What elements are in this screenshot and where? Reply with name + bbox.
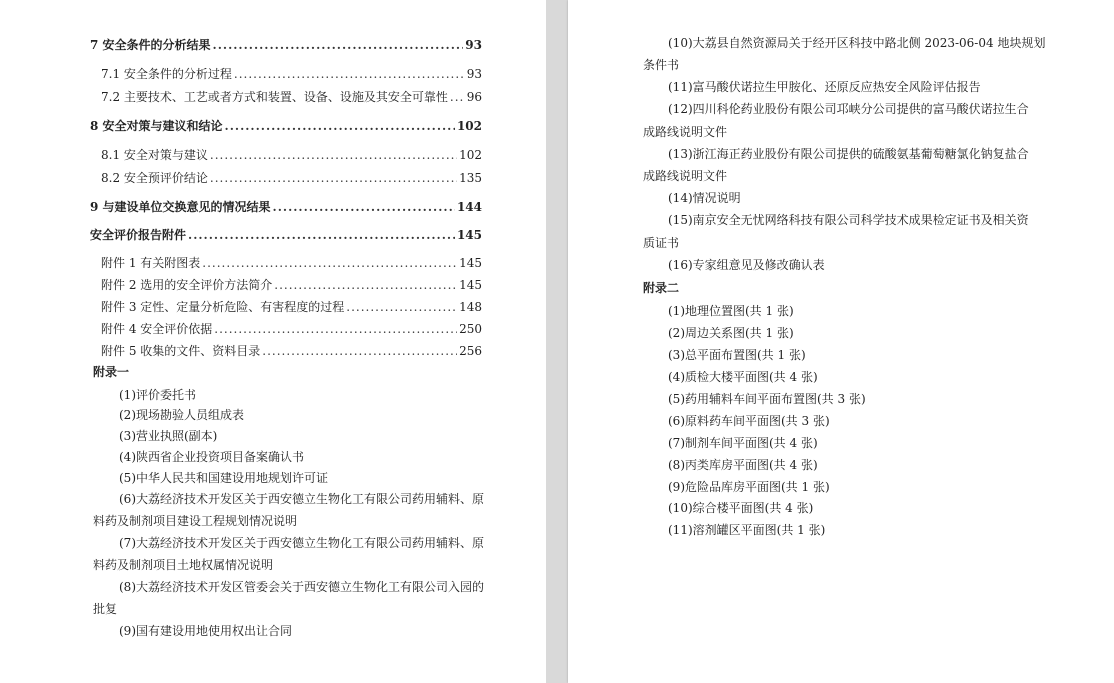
- appendix-item: (2)周边关系图(共 1 张): [668, 326, 794, 340]
- toc-entry[interactable]: [90, 199, 482, 215]
- toc-entry[interactable]: [101, 343, 482, 359]
- toc-entry-page: 145: [459, 278, 482, 292]
- toc-entry-page: 148: [459, 300, 482, 314]
- toc-entry-page: 144: [456, 200, 482, 214]
- toc-entry-page: 102: [459, 148, 482, 162]
- toc-entry-page: 135: [459, 171, 482, 185]
- toc-leader-dots: [450, 89, 465, 105]
- appendix-item: (10)大荔县自然资源局关于经开区科技中路北侧 2023-06-04 地块规划: [668, 36, 1046, 50]
- appendix-item: (15)南京安全无忧网络科技有限公司科学技术成果检定证书及相关资: [668, 213, 1029, 227]
- appendix-item-continuation: 料药及制剂项目建设工程规划情况说明: [93, 514, 298, 528]
- toc-entry-title: 7 安全条件的分析结果: [90, 38, 211, 52]
- toc-entry[interactable]: [101, 170, 482, 186]
- appendix-item: (13)浙江海正药业股份有限公司提供的硫酸氨基葡萄糖氯化钠复盐合: [668, 147, 1029, 161]
- appendix-item: (6)大荔经济技术开发区关于西安德立生物化工有限公司药用辅料、原: [119, 492, 485, 506]
- appendix-item-continuation: 成路线说明文件: [643, 125, 728, 139]
- toc-entry-title: 9 与建设单位交换意见的情况结果: [90, 200, 271, 214]
- appendix-item: (6)原料药车间平面图(共 3 张): [668, 414, 830, 428]
- appendix-2-heading: 附录二: [643, 281, 680, 295]
- toc-leader-dots: [210, 147, 457, 163]
- appendix-item: (9)国有建设用地使用权出让合同: [119, 624, 292, 638]
- appendix-item: (5)中华人民共和国建设用地规划许可证: [119, 471, 328, 485]
- toc-entry-title: 附件 3 定性、定量分析危险、有害程度的过程: [101, 300, 345, 314]
- toc-leader-dots: [273, 199, 455, 215]
- appendix-item: (4)质检大楼平面图(共 4 张): [668, 370, 818, 384]
- toc-entry-page: 93: [466, 67, 482, 81]
- toc-entry[interactable]: [101, 66, 482, 82]
- toc-entry-title: 附件 2 选用的安全评价方法简介: [101, 278, 273, 292]
- toc-leader-dots: [210, 170, 457, 186]
- toc-entry[interactable]: [101, 147, 482, 163]
- toc-entry-page: 145: [456, 228, 482, 242]
- appendix-item-continuation: 质证书: [643, 236, 680, 250]
- toc-entry[interactable]: [101, 277, 482, 293]
- appendix-item: (2)现场勘验人员组成表: [119, 408, 244, 422]
- toc-leader-dots: [225, 118, 455, 134]
- page-gutter: [546, 0, 568, 683]
- toc-entry-title: 7.2 主要技术、工艺或者方式和装置、设备、设施及其安全可靠性: [101, 90, 448, 104]
- appendix-item: (1)评价委托书: [119, 388, 196, 402]
- toc-leader-dots: [213, 37, 464, 53]
- document-page-right: [568, 0, 1114, 683]
- toc-entry-page: 250: [459, 322, 482, 336]
- toc-entry-title: 8.2 安全预评价结论: [101, 171, 208, 185]
- appendix-item: (7)大荔经济技术开发区关于西安德立生物化工有限公司药用辅料、原: [119, 536, 485, 550]
- appendix-item: (11)富马酸伏诺拉生甲胺化、还原反应热安全风险评估报告: [668, 80, 981, 94]
- appendix-item: (14)情况说明: [668, 191, 741, 205]
- toc-entry[interactable]: [90, 227, 482, 243]
- toc-entry-page: 102: [456, 119, 482, 133]
- appendix-item: (1)地理位置图(共 1 张): [668, 304, 794, 318]
- appendix-item-continuation: 条件书: [643, 58, 680, 72]
- appendix-item: (9)危险品库房平面图(共 1 张): [668, 480, 830, 494]
- toc-entry-page: 93: [465, 38, 482, 52]
- toc-leader-dots: [274, 277, 457, 293]
- toc-entry[interactable]: [101, 89, 482, 105]
- toc-entry-title: 8.1 安全对策与建议: [101, 148, 208, 162]
- toc-entry[interactable]: [101, 321, 482, 337]
- toc-entry[interactable]: [101, 255, 482, 271]
- appendix-item-continuation: 批复: [93, 602, 118, 616]
- appendix-item: (5)药用辅料车间平面布置图(共 3 张): [668, 392, 866, 406]
- appendix-item: (16)专家组意见及修改确认表: [668, 258, 825, 272]
- appendix-item: (11)溶剂罐区平面图(共 1 张): [668, 523, 826, 537]
- toc-leader-dots: [346, 299, 457, 315]
- toc-leader-dots: [234, 66, 465, 82]
- toc-leader-dots: [188, 227, 455, 243]
- toc-entry-title: 安全评价报告附件: [90, 228, 187, 242]
- toc-leader-dots: [214, 321, 457, 337]
- appendix-item: (4)陕西省企业投资项目备案确认书: [119, 450, 304, 464]
- toc-entry[interactable]: [90, 37, 482, 53]
- appendix-item: (10)综合楼平面图(共 4 张): [668, 501, 814, 515]
- appendix-1-heading: 附录一: [93, 365, 130, 379]
- toc-entry[interactable]: [101, 299, 482, 315]
- toc-entry-page: 145: [459, 256, 482, 270]
- appendix-item: (3)营业执照(副本): [119, 429, 218, 443]
- document-page-left: [0, 0, 546, 683]
- toc-entry-title: 7.1 安全条件的分析过程: [101, 67, 232, 81]
- appendix-item-continuation: 成路线说明文件: [643, 169, 728, 183]
- toc-entry-title: 附件 1 有关附图表: [101, 256, 201, 270]
- appendix-item-continuation: 料药及制剂项目土地权属情况说明: [93, 558, 274, 572]
- appendix-item: (8)丙类库房平面图(共 4 张): [668, 458, 818, 472]
- toc-entry-title: 8 安全对策与建议和结论: [90, 119, 223, 133]
- appendix-item: (3)总平面布置图(共 1 张): [668, 348, 806, 362]
- appendix-item: (12)四川科伦药业股份有限公司邛峡分公司提供的富马酸伏诺拉生合: [668, 102, 1029, 116]
- toc-entry-page: 96: [466, 90, 482, 104]
- toc-leader-dots: [262, 343, 457, 359]
- toc-leader-dots: [202, 255, 457, 271]
- toc-entry[interactable]: [90, 118, 482, 134]
- appendix-item: (7)制剂车间平面图(共 4 张): [668, 436, 818, 450]
- toc-entry-title: 附件 5 收集的文件、资料目录: [101, 344, 261, 358]
- toc-entry-title: 附件 4 安全评价依据: [101, 322, 213, 336]
- appendix-item: (8)大荔经济技术开发区管委会关于西安德立生物化工有限公司入园的: [119, 580, 485, 594]
- toc-entry-page: 256: [459, 344, 482, 358]
